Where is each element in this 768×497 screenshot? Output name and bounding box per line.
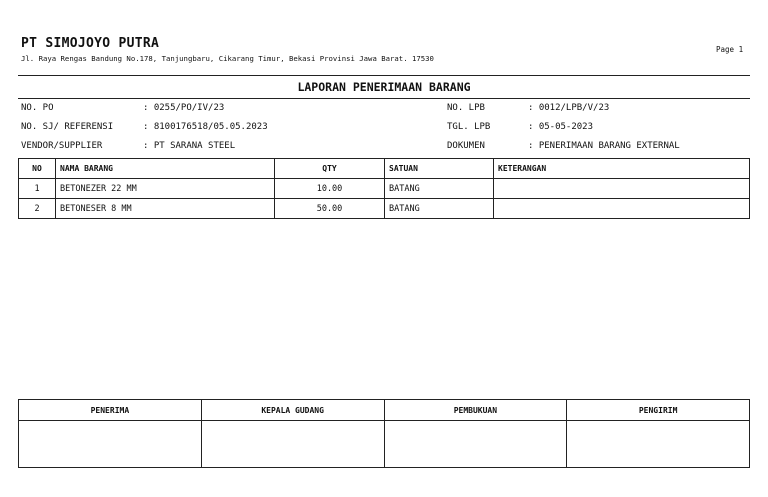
info-value-dokumen: : PENERIMAAN BARANG EXTERNAL bbox=[528, 141, 680, 151]
signature-penerima-label: PENERIMA bbox=[19, 400, 202, 421]
info-value-lpb: : 0012/LPB/V/23 bbox=[528, 103, 610, 113]
table-row bbox=[19, 179, 750, 199]
cell-no: 2 bbox=[19, 199, 56, 219]
header-qty: QTY bbox=[275, 159, 385, 179]
signature-pembukuan-label: PEMBUKUAN bbox=[384, 400, 567, 421]
info-value-sj: : 8100176518/05.05.2023 bbox=[143, 122, 268, 132]
info-label-po: NO. PO bbox=[21, 103, 54, 113]
cell-nama-barang: BETONEZER 22 MM bbox=[56, 179, 275, 199]
cell-qty: 50.00 bbox=[275, 199, 385, 219]
cell-satuan: BATANG bbox=[385, 179, 494, 199]
info-value-vendor: : PT SARANA STEEL bbox=[143, 141, 236, 151]
page-number: Page 1 bbox=[716, 45, 744, 54]
signature-kepala-gudang-label: KEPALA GUDANG bbox=[201, 400, 384, 421]
items-table bbox=[18, 158, 750, 219]
cell-keterangan bbox=[494, 179, 750, 199]
table-header-row bbox=[19, 159, 750, 179]
table-row bbox=[19, 199, 750, 219]
info-label-sj: NO. SJ/ REFERENSI bbox=[21, 122, 114, 132]
signature-kepala-gudang-box bbox=[201, 421, 384, 468]
info-value-tgl-lpb: : 05-05-2023 bbox=[528, 122, 594, 132]
report-title: LAPORAN PENERIMAAN BARANG bbox=[297, 80, 471, 94]
signature-space-row bbox=[19, 421, 750, 468]
signature-header-row bbox=[19, 400, 750, 421]
info-value-po: : 0255/PO/IV/23 bbox=[143, 103, 225, 113]
cell-no: 1 bbox=[19, 179, 56, 199]
info-label-vendor: VENDOR/SUPPLIER bbox=[21, 141, 103, 151]
signature-penerima-box bbox=[19, 421, 202, 468]
signature-pengirim-label: PENGIRIM bbox=[567, 400, 750, 421]
cell-keterangan bbox=[494, 199, 750, 219]
cell-qty: 10.00 bbox=[275, 179, 385, 199]
header-keterangan: KETERANGAN bbox=[494, 159, 750, 179]
cell-nama-barang: BETONESER 8 MM bbox=[56, 199, 275, 219]
info-label-lpb: NO. LPB bbox=[447, 103, 485, 113]
header-no: NO bbox=[19, 159, 56, 179]
signature-pengirim-box bbox=[567, 421, 750, 468]
divider-top bbox=[18, 75, 750, 76]
header-satuan: SATUAN bbox=[385, 159, 494, 179]
company-address: Jl. Raya Rengas Bandung No.178, Tanjungbaru, Cikarang Timur, Bekasi Provinsi Jawa Barat. 17530 bbox=[21, 54, 434, 63]
info-label-dokumen: DOKUMEN bbox=[447, 141, 485, 151]
header-nama-barang: NAMA BARANG bbox=[56, 159, 275, 179]
cell-satuan: BATANG bbox=[385, 199, 494, 219]
company-name: PT SIMOJOYO PUTRA bbox=[21, 36, 160, 51]
signature-table bbox=[18, 399, 750, 468]
signature-pembukuan-box bbox=[384, 421, 567, 468]
divider-bottom bbox=[18, 98, 750, 99]
info-label-tgl-lpb: TGL. LPB bbox=[447, 122, 491, 132]
